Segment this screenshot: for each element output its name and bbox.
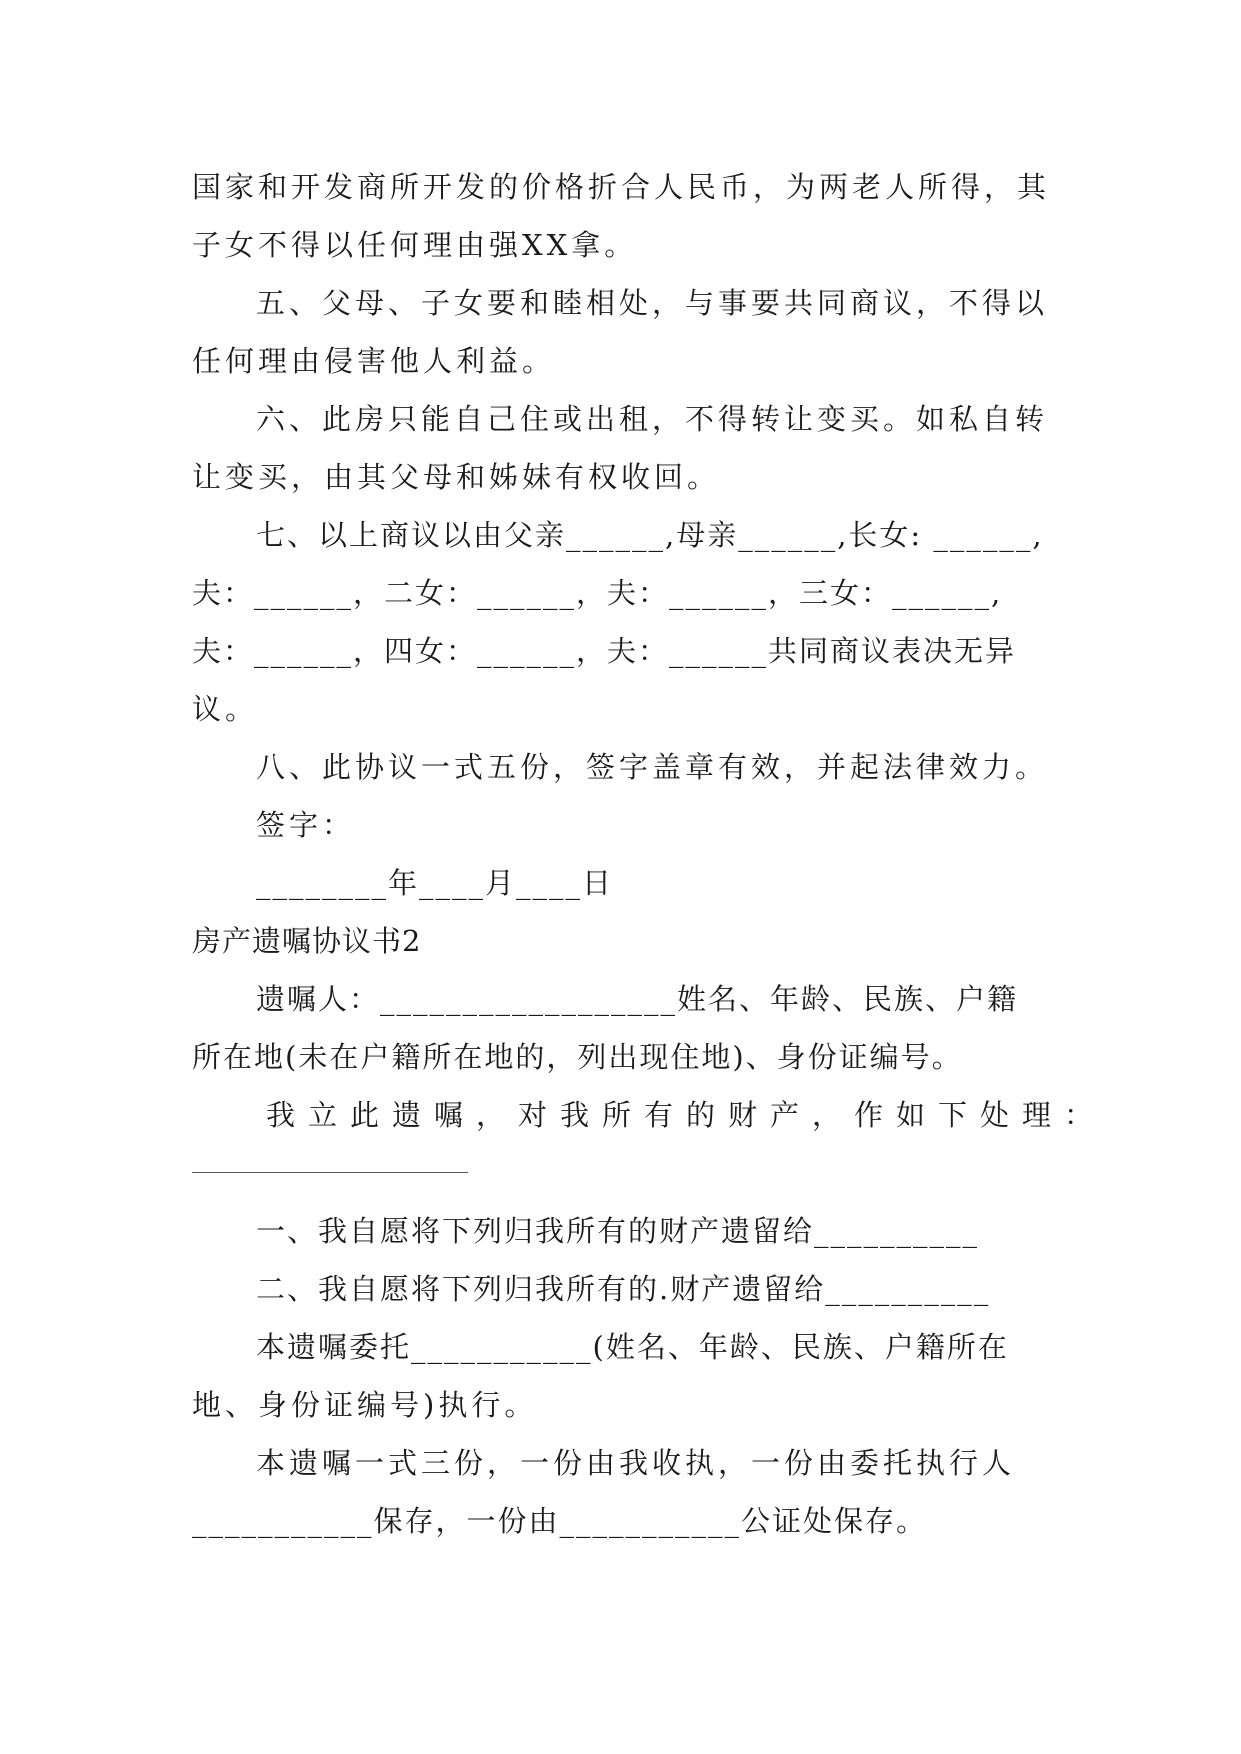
- paragraph-line: 夫：______，二女：______，夫：______，三女：______,: [192, 576, 1003, 610]
- signature-label: 签字：: [256, 808, 356, 842]
- clause-seven: 七、以上商议以由父亲______,母亲______,长女: ______,: [256, 518, 1044, 552]
- document-body: [192, 158, 1107, 1550]
- section-title: 房产遗嘱协议书2: [192, 924, 422, 958]
- paragraph-line: 国家和开发商所开发的价格折合人民币，为两老人所得，其: [192, 170, 1051, 204]
- clause-eight: 八、此协议一式五份，签字盖章有效，并起法律效力。: [256, 750, 1049, 784]
- paragraph-line: 议。: [192, 692, 259, 726]
- clause-six: 六、此房只能自己住或出租，不得转让变买。如私自转: [256, 402, 1049, 436]
- declaration-line: 我立此遗嘱，对我所有的财产，作如下处理：: [266, 1098, 1107, 1132]
- date-line: ________年____月____日: [256, 866, 614, 900]
- blank-rule: [192, 1144, 1062, 1202]
- paragraph-line: 任何理由侵害他人利益。: [192, 344, 556, 378]
- executor-line: 本遗嘱委托___________(姓名、年龄、民族、户籍所在: [256, 1330, 1009, 1364]
- testator-line: 遗嘱人：__________________姓名、年龄、民族、户籍: [256, 982, 1019, 1016]
- paragraph-line: 夫：______，四女：______，夫：______共同商议表决无异: [192, 634, 1017, 668]
- bequest-one: 一、我自愿将下列归我所有的财产遗留给__________: [256, 1214, 980, 1248]
- paragraph-line: 地、身份证编号)执行。: [192, 1388, 538, 1422]
- bequest-two: 二、我自愿将下列归我所有的.财产遗留给__________: [256, 1272, 991, 1306]
- underline: [192, 1172, 468, 1173]
- paragraph-line: 所在地(未在户籍所在地的，列出现住地)、身份证编号。: [192, 1040, 963, 1074]
- paragraph-line: ___________保存，一份由___________公证处保存。: [192, 1504, 928, 1538]
- copies-line: 本遗嘱一式三份，一份由我收执，一份由委托执行人: [256, 1446, 1016, 1480]
- clause-five: 五、父母、子女要和睦相处，与事要共同商议，不得以: [256, 286, 1049, 320]
- paragraph-line: 子女不得以任何理由强XX拿。: [192, 228, 638, 262]
- paragraph-line: 让变买，由其父母和姊妹有权收回。: [192, 460, 721, 494]
